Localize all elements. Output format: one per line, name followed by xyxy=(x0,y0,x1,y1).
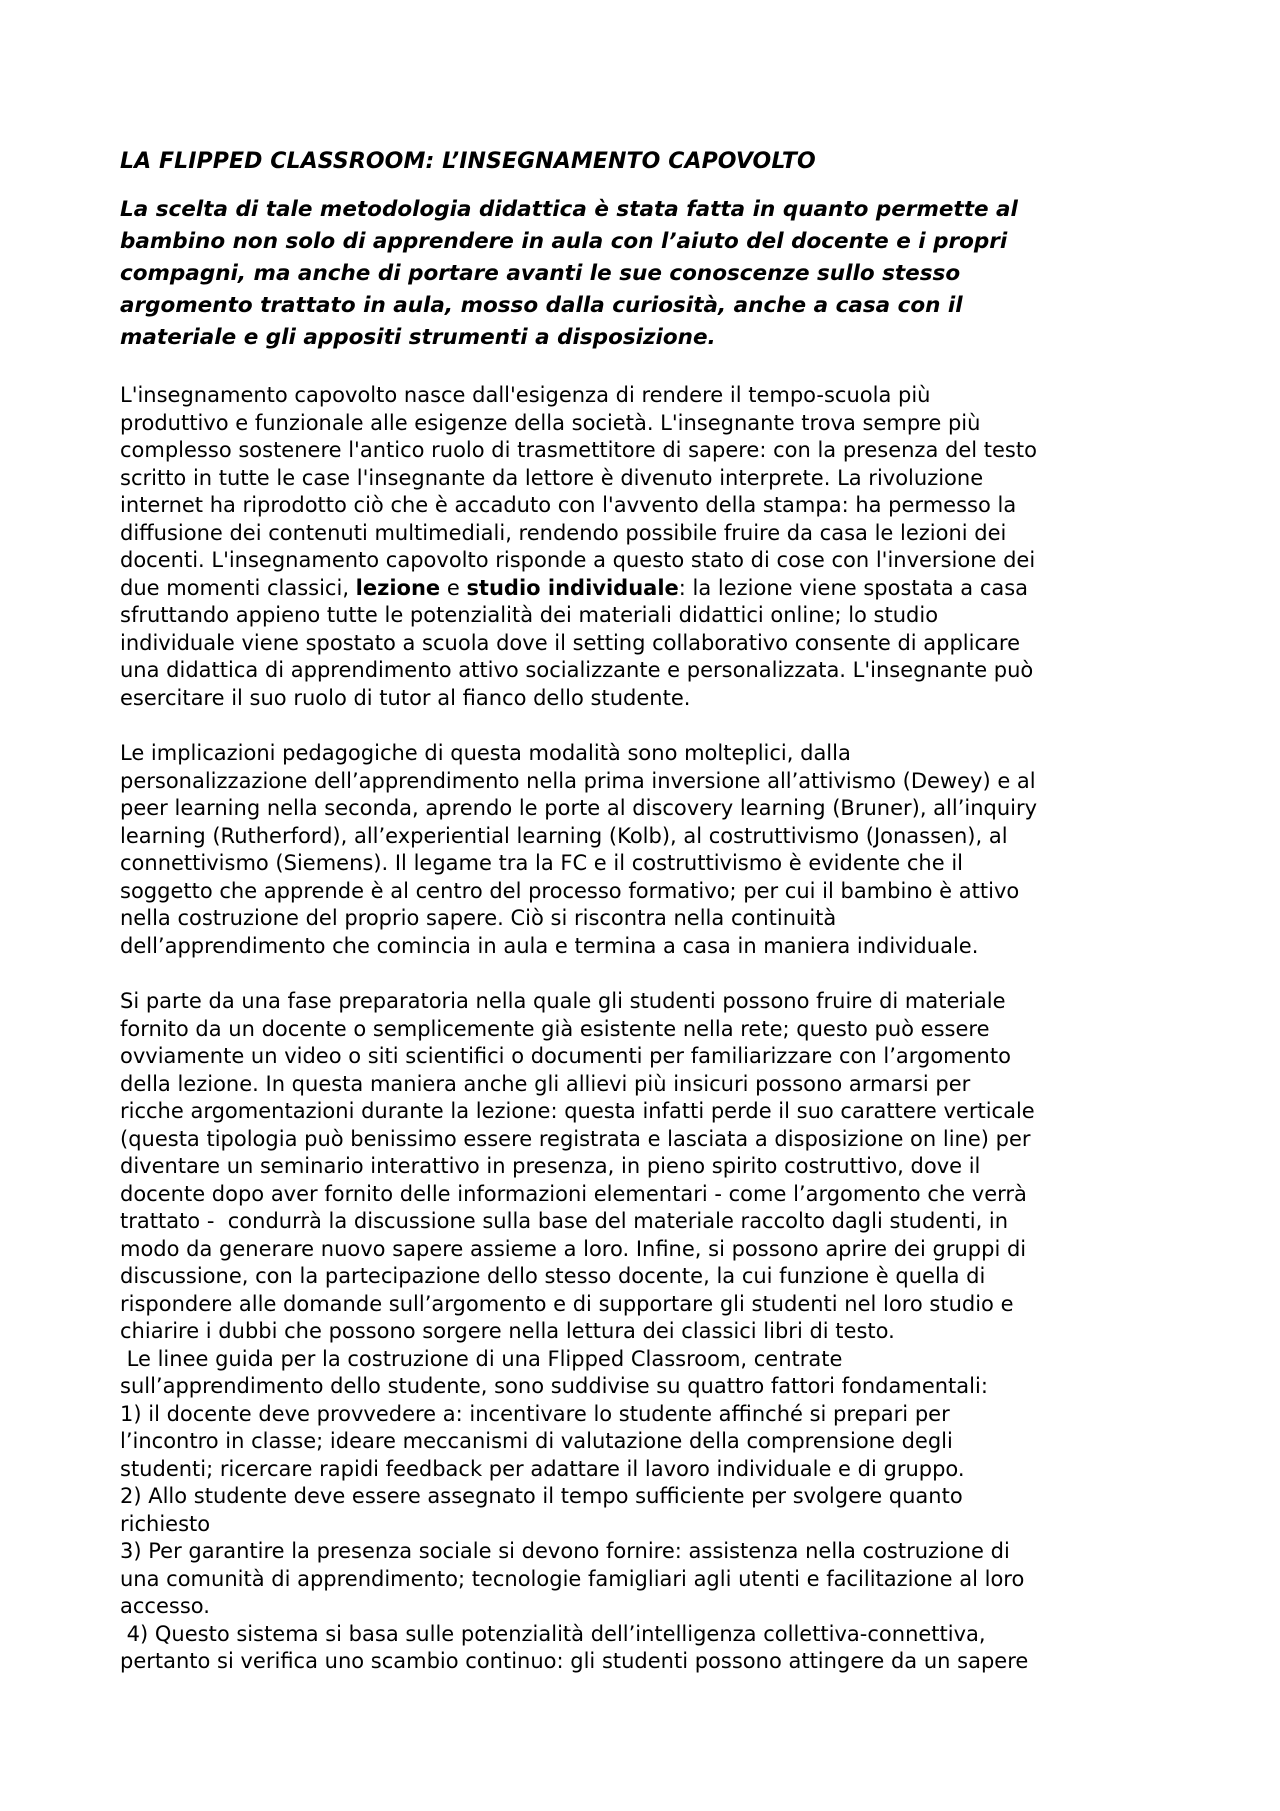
text-line: learning (Rutherford), all’experiential learning (Kolb), al costruttivismo (Jonassen), al xyxy=(120,823,1008,848)
text-line: Si parte da una fase preparatoria nella quale gli studenti possono fruire di materiale xyxy=(120,989,1006,1013)
paragraph-insegnamento-capovolto xyxy=(120,382,1170,712)
text-line: pertanto si verifica uno scambio continuo: gli studenti possono attingere da un sapere xyxy=(120,1649,1029,1673)
text-line: peer learning nella seconda, aprendo le porte al discovery learning (Bruner), all’inquiry xyxy=(120,796,1038,820)
text-line: nella costruzione del proprio sapere. Ciò si riscontra nella continuità xyxy=(120,906,837,930)
bold-term-studio-individuale: studio individuale xyxy=(466,575,679,600)
text-line: produttivo e funzionale alle esigenze della società. L'insegnante trova sempre più xyxy=(120,410,981,435)
intro-line: bambino non solo di apprendere in aula con l’aiuto del docente e i propri xyxy=(120,229,1008,254)
list-item-4: 4) Questo sistema si basa sulle potenzialità dell’intelligenza collettiva-connettiva, xyxy=(120,1621,986,1646)
text-line: esercitare il suo ruolo di tutor al fianco dello studente. xyxy=(120,685,691,710)
text-line: richiesto xyxy=(120,1511,211,1536)
text-line: soggetto che apprende è al centro del processo formativo; per cui il bambino è attivo xyxy=(120,878,1020,903)
text-line: individuale viene spostato a scuola dove il setting collaborativo consente di applicare xyxy=(120,630,1020,655)
intro-paragraph xyxy=(120,194,1170,354)
list-item-2: 2) Allo studente deve essere assegnato il tempo sufficiente per svolgere quanto xyxy=(120,1484,963,1508)
list-item-1: 1) il docente deve provvedere a: incentivare lo studente affinché si prepari per xyxy=(120,1401,950,1426)
text-line: fornito da un docente o semplicemente già esistente nella rete; questo può essere xyxy=(120,1016,990,1041)
intro-line: compagni, ma anche di portare avanti le sue conoscenze sullo stesso xyxy=(120,261,961,286)
text-line: studenti; ricercare rapidi feedback per adattare il lavoro individuale e di gruppo. xyxy=(120,1456,965,1481)
text-line: connettivismo (Siemens). Il legame tra la FC e il costruttivismo è evidente che il xyxy=(120,851,964,875)
intro-line: argomento trattato in aula, mosso dalla curiosità, anche a casa con il xyxy=(120,293,963,318)
intro-line: materiale e gli appositi strumenti a disposizione. xyxy=(120,325,716,350)
paragraph-implicazioni-pedagogiche xyxy=(120,740,1170,960)
bold-term-lezione: lezione xyxy=(355,575,441,600)
text-line: ricche argomentazioni durante la lezione: questa infatti perde il suo carattere verticale xyxy=(120,1099,1035,1123)
text-line: chiarire i dubbi che possono sorgere nella lettura dei classici libri di testo. xyxy=(120,1319,895,1343)
text-line: dell’apprendimento che comincia in aula e termina a casa in maniera individuale. xyxy=(120,933,979,958)
text-segment: due momenti classici, xyxy=(120,575,356,600)
text-segment: e xyxy=(440,575,467,600)
text-line: Le implicazioni pedagogiche di questa modalità sono molteplici, dalla xyxy=(120,741,851,765)
text-line: sull’apprendimento dello studente, sono suddivise su quattro fattori fondamentali: xyxy=(120,1374,988,1398)
text-line: una comunità di apprendimento; tecnologie famigliari agli utenti e facilitazione al loro xyxy=(120,1566,1025,1591)
text-line: una didattica di apprendimento attivo socializzante e personalizzata. L'insegnante può xyxy=(120,658,1034,682)
text-line: (questa tipologia può benissimo essere registrata e lasciata a disposizione on line) per xyxy=(120,1126,1031,1151)
text-line: personalizzazione dell’apprendimento nella prima inversione all’attivismo (Dewey) e al xyxy=(120,768,1036,793)
text-line-mixed xyxy=(120,575,1170,603)
text-line: internet ha riprodotto ciò che è accaduto con l'avvento della stampa: ha permesso la xyxy=(120,493,1017,517)
text-line: discussione, con la partecipazione dello stesso docente, la cui funzione è quella di xyxy=(120,1264,986,1288)
text-line: docenti. L'insegnamento capovolto risponde a questo stato di cose con l'inversione dei xyxy=(120,548,1036,572)
text-line: L'insegnamento capovolto nasce dall'esigenza di rendere il tempo-scuola più xyxy=(120,383,931,407)
document-title: LA FLIPPED CLASSROOM: L’INSEGNAMENTO CAPOVOLTO xyxy=(120,149,816,174)
text-line: complesso sostenere l'antico ruolo di trasmettitore di sapere: con la presenza del testo xyxy=(120,438,1037,462)
paragraph-fase-preparatoria xyxy=(120,988,1170,1676)
text-line: diventare un seminario interattivo in presenza, in pieno spirito costruttivo, dove il xyxy=(120,1154,981,1178)
list-item-3: 3) Per garantire la presenza sociale si devono fornire: assistenza nella costruzione di xyxy=(120,1539,1010,1563)
text-line: scritto in tutte le case l'insegnante da lettore è divenuto interprete. La rivoluzione xyxy=(120,465,984,490)
text-line: ovviamente un video o siti scientifici o documenti per familiarizzare con l’argomento xyxy=(120,1044,1011,1068)
text-segment: : la lezione viene spostata a casa xyxy=(678,575,1029,600)
text-line: Le linee guida per la costruzione di una Flipped Classroom, centrate xyxy=(120,1346,843,1371)
text-line: sfruttando appieno tutte le potenzialità dei materiali didattici online; lo studio xyxy=(120,603,939,627)
intro-line: La scelta di tale metodologia didattica è stata fatta in quanto permette al xyxy=(120,197,1018,222)
text-line: della lezione. In questa maniera anche gli allievi più insicuri possono armarsi per xyxy=(120,1071,971,1096)
text-line: docente dopo aver fornito delle informazioni elementari - come l’argomento che verrà xyxy=(120,1181,1027,1206)
text-line: accesso. xyxy=(120,1594,210,1618)
text-line: rispondere alle domande sull’argomento e di supportare gli studenti nel loro studio e xyxy=(120,1291,1014,1316)
text-line: modo da generare nuovo sapere assieme a loro. Infine, si possono aprire dei gruppi di xyxy=(120,1236,1027,1261)
text-line: diffusione dei contenuti multimediali, rendendo possibile fruire da casa le lezioni dei xyxy=(120,520,1007,545)
text-line: trattato - condurrà la discussione sulla base del materiale raccolto dagli studenti, in xyxy=(120,1209,1009,1233)
text-line: l’incontro in classe; ideare meccanismi di valutazione della comprensione degli xyxy=(120,1429,953,1453)
